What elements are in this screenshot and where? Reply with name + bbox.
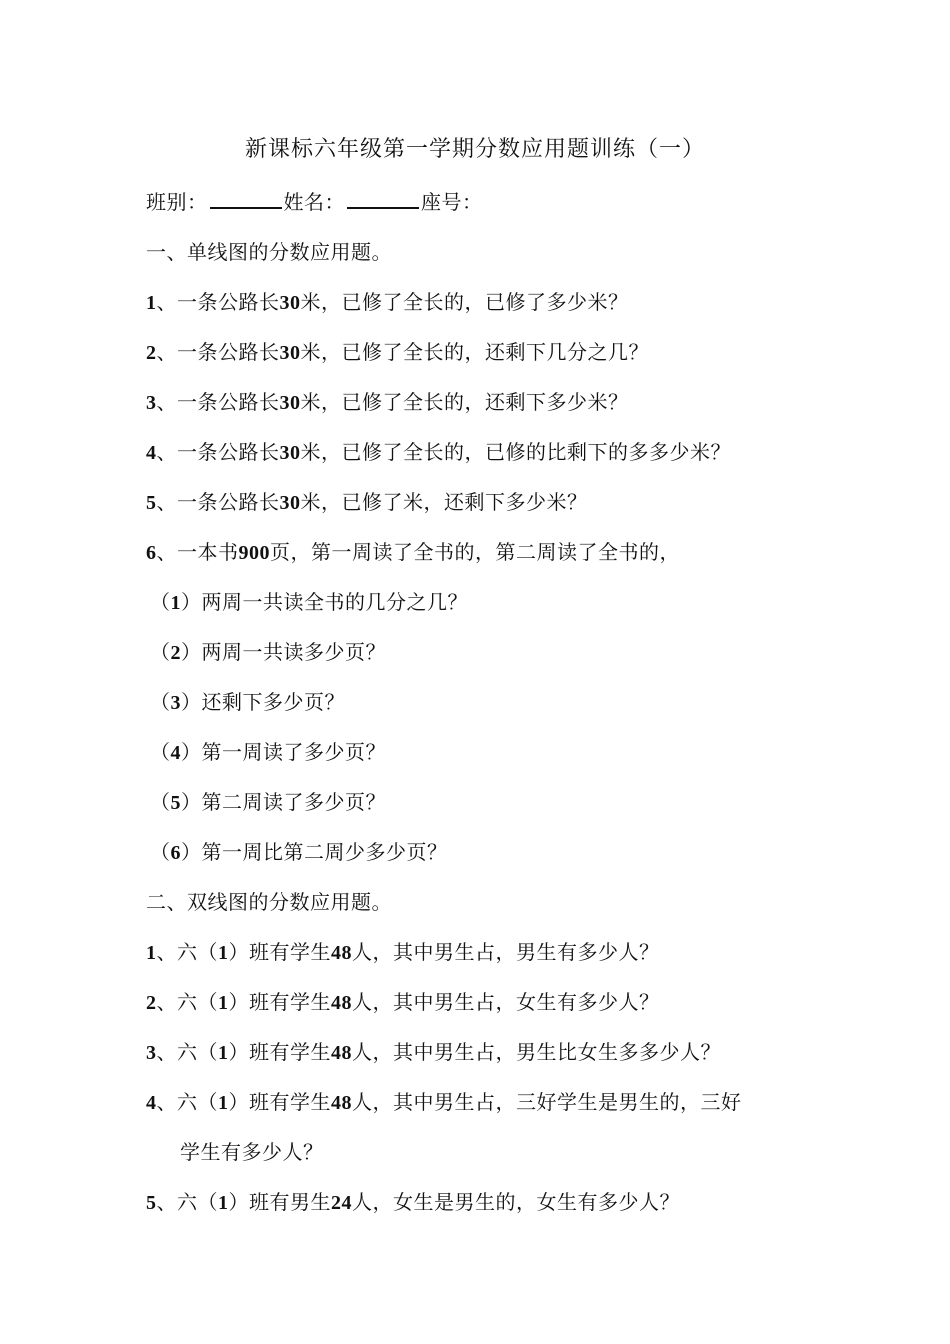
- s1-q6-sub-1: [150, 586, 468, 615]
- question-text: 米，已修了全长的，已修的比剩下的多多少米？: [300, 440, 731, 464]
- paren-open: （: [150, 740, 171, 764]
- question-text: 页，第一周读了全书的，第二周读了全书的，: [270, 540, 680, 564]
- name-label: 姓名：: [283, 190, 345, 214]
- question-number: 5: [146, 492, 157, 514]
- question-value: 30: [279, 492, 301, 514]
- s2-question-4-continued: 学生有多少人？: [180, 1140, 324, 1164]
- s1-question-2: [146, 336, 649, 365]
- sub-number: 3: [170, 692, 181, 714]
- question-text: ）班有学生: [228, 1090, 331, 1114]
- question-value: 48: [331, 942, 352, 964]
- sub-number: 6: [170, 842, 181, 864]
- section1-heading: 一、单线图的分数应用题。: [146, 240, 392, 264]
- question-text: 、一条公路长: [156, 340, 280, 364]
- question-text: 人，女生是男生的，女生有多少人？: [352, 1190, 680, 1214]
- s1-question-1: [146, 286, 629, 315]
- s1-question-4: [146, 436, 731, 465]
- s2-question-1: [146, 936, 660, 965]
- question-text: 米，已修了全长的，还剩下多少米？: [300, 390, 629, 414]
- sub-text: ）第一周比第二周少多少页？: [181, 840, 448, 864]
- question-text: 、六（: [156, 990, 218, 1014]
- s2-question-3: [146, 1036, 721, 1065]
- question-number: 2: [146, 992, 157, 1014]
- question-value: 30: [279, 442, 301, 464]
- question-value: 48: [331, 992, 352, 1014]
- class-number: 1: [218, 1042, 229, 1064]
- s2-question-2: [146, 986, 660, 1015]
- question-text: 米，已修了全长的，还剩下几分之几？: [300, 340, 649, 364]
- sub-text: ）还剩下多少页？: [181, 690, 345, 714]
- question-value: 900: [238, 542, 270, 564]
- question-text: 、六（: [156, 1090, 218, 1114]
- question-value: 24: [331, 1192, 352, 1214]
- question-text: 、六（: [156, 1040, 218, 1064]
- question-text: 人，其中男生占，女生有多少人？: [352, 990, 660, 1014]
- s1-question-3: [146, 386, 629, 415]
- question-text: 、一条公路长: [156, 390, 280, 414]
- question-number: 5: [146, 1192, 157, 1214]
- class-blank[interactable]: [210, 189, 282, 209]
- question-text: ）班有男生: [228, 1190, 331, 1214]
- s1-q6-sub-4: [150, 736, 386, 765]
- sub-text: ）两周一共读全书的几分之几？: [181, 590, 468, 614]
- class-number: 1: [218, 1092, 229, 1114]
- class-number: 1: [218, 1192, 229, 1214]
- sub-number: 2: [170, 642, 181, 664]
- question-text: ）班有学生: [228, 940, 331, 964]
- question-value: 30: [279, 342, 301, 364]
- paren-open: （: [150, 690, 171, 714]
- s1-q6-sub-2: [150, 636, 386, 665]
- class-number: 1: [218, 992, 229, 1014]
- question-number: 4: [146, 1092, 157, 1114]
- sub-number: 5: [170, 792, 181, 814]
- s1-q6-sub-6: [150, 836, 448, 865]
- question-value: 30: [279, 292, 301, 314]
- s1-question-6: [146, 536, 680, 565]
- paren-open: （: [150, 590, 171, 614]
- question-number: 3: [146, 392, 157, 414]
- sub-text: ）两周一共读多少页？: [181, 640, 386, 664]
- question-text: 米，已修了全长的，已修了多少米？: [300, 290, 629, 314]
- paren-open: （: [150, 640, 171, 664]
- s1-q6-sub-5: [150, 786, 386, 815]
- question-text: 、一条公路长: [156, 290, 280, 314]
- question-value: 48: [331, 1042, 352, 1064]
- s2-question-4: [146, 1086, 742, 1115]
- sub-number: 4: [170, 742, 181, 764]
- s2-question-5: [146, 1186, 680, 1215]
- paren-open: （: [150, 840, 171, 864]
- question-text: ）班有学生: [228, 1040, 331, 1064]
- question-number: 6: [146, 542, 157, 564]
- seat-label: 座号：: [421, 190, 483, 214]
- question-text: 人，其中男生占，男生比女生多多少人？: [352, 1040, 721, 1064]
- question-value: 48: [331, 1092, 352, 1114]
- question-value: 30: [279, 392, 301, 414]
- question-number: 1: [146, 942, 157, 964]
- sub-text: ）第二周读了多少页？: [181, 790, 386, 814]
- question-number: 1: [146, 292, 157, 314]
- question-text: 、六（: [156, 940, 218, 964]
- sub-text: ）第一周读了多少页？: [181, 740, 386, 764]
- sub-number: 1: [170, 592, 181, 614]
- question-number: 4: [146, 442, 157, 464]
- question-text: 、一本书: [156, 540, 239, 564]
- question-text: 、一条公路长: [156, 490, 280, 514]
- class-number: 1: [218, 942, 229, 964]
- section2-heading: 二、双线图的分数应用题。: [146, 890, 392, 914]
- page-title: 新课标六年级第一学期分数应用题训练（一）: [244, 137, 705, 162]
- question-number: 3: [146, 1042, 157, 1064]
- question-text: 人，其中男生占，男生有多少人？: [352, 940, 660, 964]
- s1-q6-sub-3: [150, 686, 345, 715]
- student-info-line: [146, 186, 483, 215]
- name-blank[interactable]: [347, 189, 419, 209]
- question-text: 、一条公路长: [156, 440, 280, 464]
- question-text: ）班有学生: [228, 990, 331, 1014]
- question-text: 人，其中男生占，三好学生是男生的，三好: [352, 1090, 742, 1114]
- question-text: 、六（: [156, 1190, 218, 1214]
- s1-question-5: [146, 486, 588, 515]
- question-number: 2: [146, 342, 157, 364]
- question-text: 米，已修了米，还剩下多少米？: [300, 490, 588, 514]
- class-label: 班别：: [146, 190, 208, 214]
- paren-open: （: [150, 790, 171, 814]
